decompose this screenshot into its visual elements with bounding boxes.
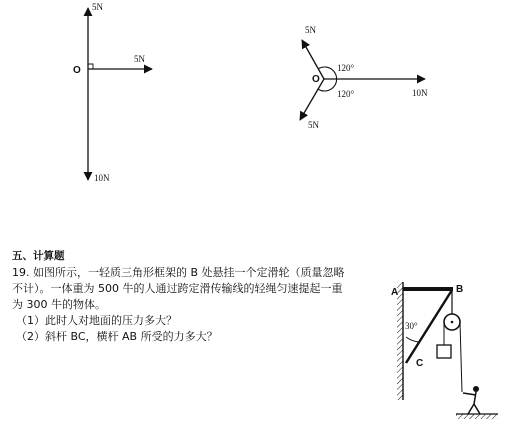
person-figure [463, 386, 480, 414]
left-right-label: 5N [134, 54, 145, 64]
left-force-diagram [73, 2, 152, 183]
frame-pulley-figure [391, 282, 498, 419]
right-angle-mark [88, 64, 93, 69]
right-upper-left-label: 5N [305, 25, 316, 35]
left-up-label: 5N [92, 2, 103, 12]
left-down-label: 10N [94, 173, 110, 183]
section-heading: 五、计算题 [12, 250, 65, 262]
frame-label-c: C [416, 358, 424, 369]
right-lower-left-arrow [300, 79, 324, 120]
right-force-diagram [300, 25, 428, 130]
pulley-axle [451, 321, 454, 324]
problem-line-1: 19. 如图所示，一轻质三角形框架的 B 处悬挂一个定滑轮（质量忽略 [12, 266, 345, 279]
question-1: （1）此时人对地面的压力多大？ [16, 314, 177, 327]
load-box [437, 345, 451, 358]
problem-line-3: 为 300 牛的物体。 [12, 298, 106, 311]
right-origin-label: O [312, 74, 320, 85]
right-lower-left-label: 5N [308, 120, 319, 130]
frame-angle-label: 30° [405, 321, 418, 331]
right-right-label: 10N [412, 88, 428, 98]
problem-line-2: 不计）。一体重为 500 牛的人通过跨定滑传输线的轻绳匀速提起一重 [12, 282, 343, 295]
bar-ab [403, 287, 453, 291]
rope-to-person [460, 322, 462, 392]
question-2: （2）斜杆 BC，横杆 AB 所受的力多大？ [16, 330, 218, 343]
frame-label-b: B [456, 284, 464, 295]
angle-30-arc [406, 337, 419, 342]
ground-hatch [456, 414, 498, 419]
left-origin-label: O [73, 65, 81, 76]
problem-section [12, 248, 384, 345]
wall-hatch [397, 282, 403, 400]
angle-top-label: 120° [337, 63, 355, 73]
frame-label-a: A [391, 287, 399, 298]
angle-bottom-label: 120° [337, 89, 355, 99]
